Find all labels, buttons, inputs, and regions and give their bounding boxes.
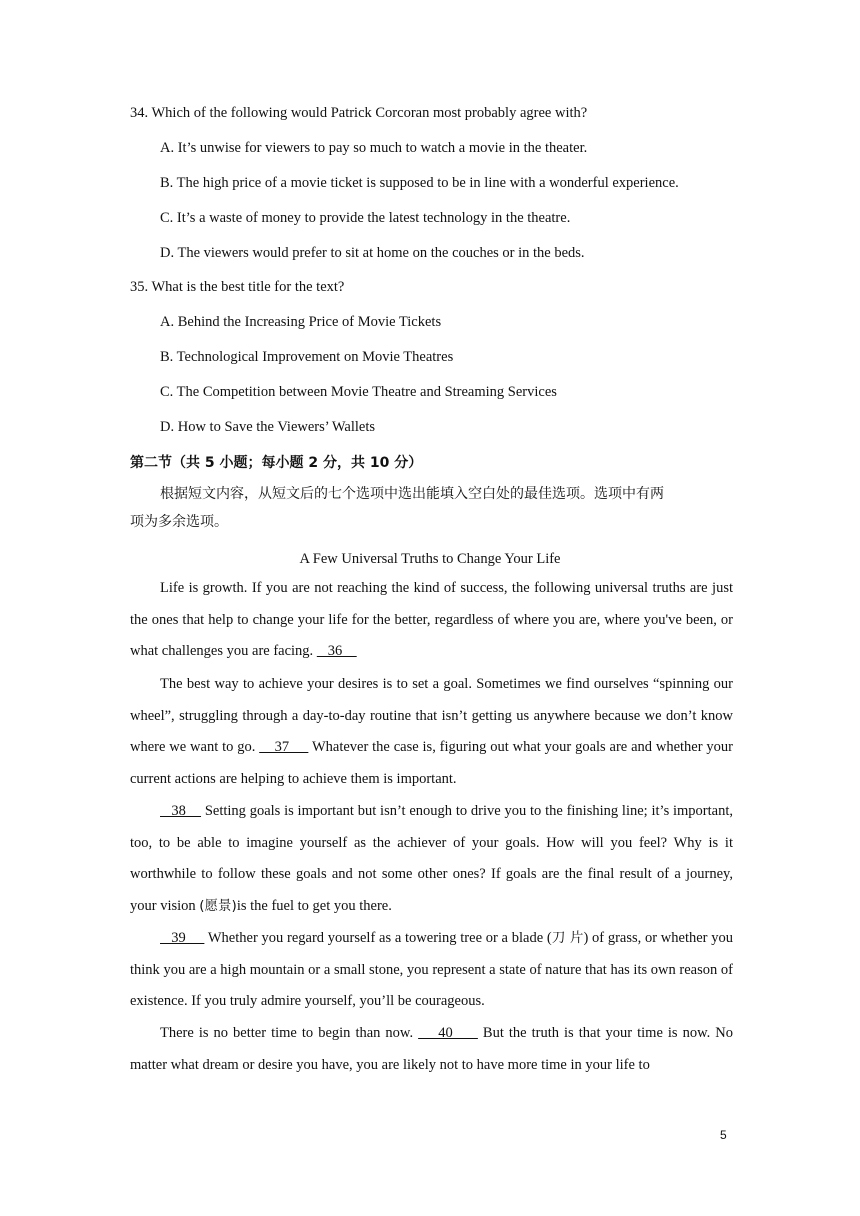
paragraph-2-text-a: The best way to achieve your desires is to set a goal. Sometimes we find ourselves “spinning our wheel”, struggling through a day-to-day routine that isn’t getting us anywhere because we don’t know where we want to go. [130,676,733,756]
paragraph-3-text-a: Setting goals is important but isn’t enough to drive you to the finishing line; it’s important, too, to be able to imagine yourself as the achiever of your goals. How will you feel? Why is it worthwhile to follow these goals and not some other ones? If goals are the final result of a journey, your vision [130,803,733,915]
question-35-option-b: B. Technological Improvement on Movie Theatres [160,349,454,365]
question-34-option-b: B. The high price of a movie ticket is supposed to be in line with a wonderful experience. [160,175,679,191]
paragraph-1-text: Life is growth. If you are not reaching the kind of success, the following universal truths are just the ones that help to change your life for the better, regardless of where you are, where you've been, or what challenges you are facing. [130,580,733,660]
paragraph-3-text-b: is the fuel to get you there. [236,898,392,915]
paragraph-4 [130,923,733,1018]
blank-36: 36 [316,643,357,660]
paragraph-4-chinese-gloss: 刀 片 [551,930,584,946]
blank-37: 37 [259,739,309,756]
section-instruction-line-2: 项为多余选项。 [130,514,228,530]
question-34-option-a: A. It’s unwise for viewers to pay so much to watch a movie in the theater. [160,140,588,156]
page-number: 5 [720,1128,727,1142]
paragraph-3-chinese-gloss: (愿景) [199,898,237,915]
question-34-option-c: C. It’s a waste of money to provide the latest technology in the theatre. [160,210,571,226]
blank-38: 38 [160,803,202,819]
question-34-stem: 34. Which of the following would Patrick Corcoran most probably agree with? [130,105,588,121]
paragraph-5 [130,1018,733,1081]
blank-40: 40 [418,1025,478,1041]
section-instruction-line-1: 根据短文内容，从短文后的七个选项中选出能填入空白处的最佳选项。选项中有两 [160,486,664,502]
question-35-option-c: C. The Competition between Movie Theatre and Streaming Services [160,384,557,400]
paragraph-4-text-b: ) of grass, or whether you think you are a high mountain or a small stone, you represent a state of nature that has its own reason of existence. If you truly admire yourself, you’ll be courageous. [130,930,733,1010]
question-35-option-d: D. How to Save the Viewers’ Wallets [160,419,376,435]
paragraph-1 [130,573,733,668]
question-35-stem: 35. What is the best title for the text? [130,279,345,295]
question-35-option-a: A. Behind the Increasing Price of Movie Tickets [160,314,442,330]
passage-title: A Few Universal Truths to Change Your Life [299,551,561,567]
section-heading: 第二节（共 5 小题；每小题 2 分，共 10 分） [130,455,423,471]
paragraph-3 [130,796,733,923]
paragraph-4-text-a: Whether you regard yourself as a towering tree or a blade ( [204,930,552,946]
paragraph-2-text-b: Whatever the case is, figuring out what your goals are and whether your current actions are helping to achieve them is important. [130,739,734,788]
paragraph-5-text-a: There is no better time to begin than now. [160,1025,419,1041]
question-34-option-d: D. The viewers would prefer to sit at home on the couches or in the beds. [160,245,585,261]
paragraph-5-text-b: But the truth is that your time is now. No matter what dream or desire you have, you are likely not to have more time in your life to [130,1025,734,1073]
paragraph-2 [130,669,733,796]
blank-39: 39 [160,930,205,946]
